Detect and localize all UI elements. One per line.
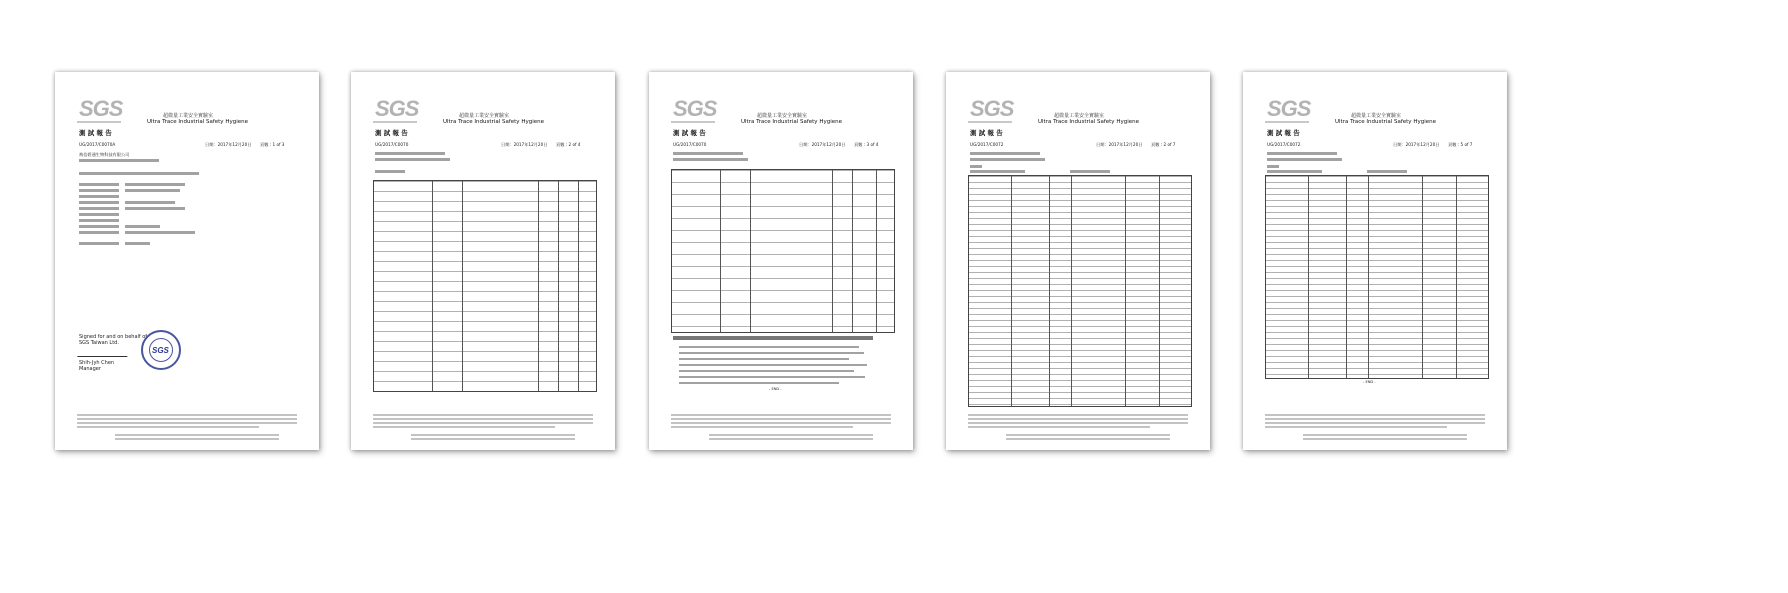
text-line: [79, 219, 119, 222]
text-line: [79, 189, 119, 192]
col-divider: [578, 181, 579, 391]
results-table: [373, 180, 597, 392]
footer-address: [115, 438, 279, 440]
logo-underline: [373, 121, 417, 123]
page-number: 頁數 : 5 of 7: [1448, 142, 1473, 147]
logo-underline: [968, 121, 1012, 123]
end-mark: - END -: [1363, 380, 1376, 384]
remark-line: [679, 358, 849, 360]
report-number: UG/2017/C0072: [1267, 142, 1301, 147]
lab-name-cn: 超微量工業安全實驗室: [163, 113, 214, 119]
col-divider: [1011, 176, 1012, 406]
report-title: 測 試 報 告: [375, 129, 408, 137]
sgs-logo: SGS: [375, 96, 419, 121]
footer-text: [671, 422, 891, 424]
report-number: UG/2017/C0070: [673, 142, 707, 147]
page-number: 頁數 : 1 of 3: [260, 142, 285, 147]
col-divider: [1159, 176, 1160, 406]
remark-line: [679, 370, 854, 372]
text-line: [79, 213, 119, 216]
lab-name-cn: 超微量工業安全實驗室: [1351, 113, 1402, 119]
report-date: 日期：2017年12月20日: [205, 142, 252, 147]
text-line: [125, 183, 185, 186]
end-mark: - END -: [769, 387, 782, 391]
compound-table: [1265, 175, 1489, 379]
col-divider: [538, 181, 539, 391]
footer-text: [671, 414, 891, 416]
text-line: [125, 225, 160, 228]
sgs-logo: SGS: [673, 96, 717, 121]
footer-text: [1265, 414, 1485, 416]
client-name: 飛信碧通生物科技有限公司: [79, 152, 130, 157]
report-number: UG/2017/C0072: [970, 142, 1004, 147]
lab-name-en: Ultra Trace Industrial Safety Hygiene: [443, 119, 544, 125]
section-label: [1267, 170, 1322, 173]
col-divider: [1368, 176, 1369, 378]
text-line: [79, 201, 119, 204]
footer-text: [671, 426, 853, 428]
lab-name-cn: 超微量工業安全實驗室: [757, 113, 808, 119]
footer-text: [968, 426, 1150, 428]
section-label: [970, 170, 1025, 173]
text-line: [79, 225, 119, 228]
footer-text: [968, 418, 1188, 420]
remark-line: [679, 364, 867, 366]
section-label: [970, 165, 982, 168]
page-number: 頁數 : 3 of 4: [854, 142, 879, 147]
footer-address: [1303, 434, 1467, 436]
footer-text: [671, 418, 891, 420]
text-line: [125, 242, 150, 245]
footer-text: [1265, 426, 1447, 428]
results-table: [671, 169, 895, 333]
lab-name-cn: 超微量工業安全實驗室: [459, 113, 510, 119]
footer-text: [373, 414, 593, 416]
section-label: [375, 170, 405, 173]
signed-label: Signed for and on behalf of: [79, 334, 148, 340]
signature: [77, 344, 130, 357]
report-page-4: [946, 72, 1210, 450]
page-number: 頁數 : 2 of 7: [1151, 142, 1176, 147]
footer-text: [77, 426, 259, 428]
remarks-heading: [673, 336, 873, 340]
footer-address: [411, 438, 575, 440]
report-number: UG/2017/C0070: [375, 142, 409, 147]
col-divider: [1308, 176, 1309, 378]
col-divider: [720, 170, 721, 332]
report-title: 測 試 報 告: [970, 129, 1003, 137]
unit-label: [1070, 170, 1110, 173]
footer-address: [1303, 438, 1467, 440]
address-line: [1267, 158, 1342, 161]
lab-name-en: Ultra Trace Industrial Safety Hygiene: [147, 119, 248, 125]
col-divider: [1456, 176, 1457, 378]
client-line: [375, 152, 445, 155]
remark-line: [679, 352, 864, 354]
footer-text: [77, 422, 297, 424]
remark-line: [679, 382, 839, 384]
col-divider: [1049, 176, 1050, 406]
col-divider: [1422, 176, 1423, 378]
remark-line: [679, 376, 865, 378]
text-line: [125, 189, 180, 192]
footer-text: [1265, 422, 1485, 424]
client-line: [970, 152, 1040, 155]
sgs-logo: SGS: [1267, 96, 1311, 121]
text-line: [79, 231, 119, 234]
text-line: [79, 207, 119, 210]
footer-address: [709, 438, 873, 440]
col-divider: [852, 170, 853, 332]
col-divider: [1346, 176, 1347, 378]
report-page-2: [351, 72, 615, 450]
col-divider: [432, 181, 433, 391]
text-line: [79, 172, 199, 175]
address-line: [673, 158, 748, 161]
compound-table: [968, 175, 1192, 407]
signer-name: Shih-Jyh Chen: [79, 360, 115, 366]
signer-title: Manager: [79, 366, 101, 372]
client-line: [673, 152, 743, 155]
sgs-stamp: [141, 330, 181, 370]
sgs-logo: SGS: [79, 96, 123, 121]
remark-line: [679, 346, 859, 348]
section-label: [1267, 165, 1279, 168]
footer-text: [373, 422, 593, 424]
col-divider: [462, 181, 463, 391]
footer-text: [373, 426, 555, 428]
footer-text: [373, 418, 593, 420]
col-divider: [832, 170, 833, 332]
text-line: [125, 231, 195, 234]
col-divider: [558, 181, 559, 391]
lab-name-en: Ultra Trace Industrial Safety Hygiene: [1038, 119, 1139, 125]
text-line: [125, 207, 185, 210]
footer-address: [411, 434, 575, 436]
report-title: 測 試 報 告: [673, 129, 706, 137]
footer-text: [968, 422, 1188, 424]
text-line: [79, 183, 119, 186]
footer-address: [709, 434, 873, 436]
client-line: [1267, 152, 1337, 155]
footer-address: [1006, 438, 1170, 440]
sgs-logo: SGS: [970, 96, 1014, 121]
footer-address: [115, 434, 279, 436]
report-date: 日期：2017年12月20日: [1096, 142, 1143, 147]
address-line: [375, 158, 450, 161]
report-date: 日期：2017年12月20日: [1393, 142, 1440, 147]
report-number: UG/2017/C0070A: [79, 142, 116, 147]
footer-text: [77, 418, 297, 420]
report-page-1: [55, 72, 319, 450]
text-line: [79, 195, 119, 198]
logo-underline: [77, 121, 121, 123]
lab-name-en: Ultra Trace Industrial Safety Hygiene: [1335, 119, 1436, 125]
unit-label: [1367, 170, 1407, 173]
page-number: 頁數 : 2 of 4: [556, 142, 581, 147]
logo-underline: [1265, 121, 1309, 123]
report-date: 日期：2017年12月20日: [799, 142, 846, 147]
logo-underline: [671, 121, 715, 123]
report-page-3: [649, 72, 913, 450]
stamp-text: SGS: [152, 346, 169, 355]
report-page-5: [1243, 72, 1507, 450]
footer-text: [77, 414, 297, 416]
footer-address: [1006, 434, 1170, 436]
report-title: 測 試 報 告: [79, 129, 112, 137]
footer-text: [1265, 418, 1485, 420]
report-title: 測 試 報 告: [1267, 129, 1300, 137]
lab-name-en: Ultra Trace Industrial Safety Hygiene: [741, 119, 842, 125]
footer-text: [968, 414, 1188, 416]
text-line: [125, 201, 175, 204]
company-name: SGS Taiwan Ltd.: [79, 340, 119, 346]
col-divider: [876, 170, 877, 332]
report-date: 日期：2017年12月20日: [501, 142, 548, 147]
col-divider: [1125, 176, 1126, 406]
address-line: [970, 158, 1045, 161]
col-divider: [1071, 176, 1072, 406]
address-line: [79, 159, 159, 162]
col-divider: [750, 170, 751, 332]
text-line: [79, 242, 119, 245]
lab-name-cn: 超微量工業安全實驗室: [1054, 113, 1105, 119]
